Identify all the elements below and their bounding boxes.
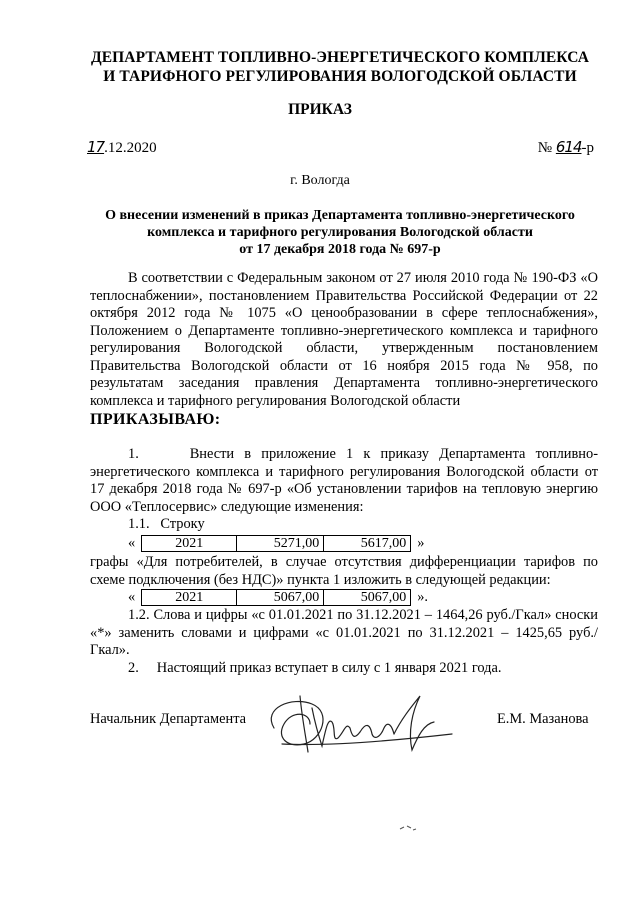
new-row-close-quote: ».	[417, 589, 428, 605]
number-suffix: -р	[581, 140, 594, 156]
new-row-open-quote: «	[128, 589, 136, 605]
new-tariff-row	[128, 589, 428, 606]
middle-paragraph: графы «Для потребителей, в случае отсутствия дифференциации тарифов по схеме подключения (без НДС)» пункта 1 изложить в следующей редакции:	[90, 554, 598, 588]
document-number	[538, 138, 594, 157]
item-1-2-paragraph	[90, 607, 598, 660]
document-subject	[70, 207, 610, 258]
scan-artifact-mark	[398, 823, 418, 833]
handwritten-signature	[262, 688, 462, 758]
subject-line1: О внесении изменений в приказ Департамента топливно-энергетического	[105, 208, 575, 223]
item-2-text: Настоящий приказ вступает в силу с 1 января 2021 года.	[156, 660, 502, 676]
item-2-paragraph	[90, 660, 598, 678]
date-rest: .12.2020	[104, 140, 157, 156]
new-tariff-table	[141, 589, 411, 606]
item-2-number: 2.	[128, 660, 139, 676]
table-cell-value: 5617,00	[324, 536, 411, 552]
item-1-1-line	[128, 516, 428, 534]
handwritten-number: 614	[555, 138, 582, 156]
table-cell-year: 2021	[142, 536, 237, 552]
order-word: ПРИКАЗЫВАЮ:	[90, 411, 221, 428]
signatory-position: Начальник Департамента	[90, 711, 247, 727]
table-cell-value: 5271,00	[237, 536, 324, 552]
table-row	[142, 536, 411, 552]
subject-line3: от 17 декабря 2018 года № 697-р	[239, 242, 441, 257]
number-prefix: №	[537, 140, 556, 156]
table-row	[142, 590, 411, 606]
old-row-open-quote: «	[128, 535, 136, 551]
old-tariff-table	[141, 535, 411, 552]
handwritten-day: 17	[87, 138, 105, 156]
item-1-1-label: 1.1.	[128, 516, 150, 532]
org-header-line1: ДЕПАРТАМЕНТ ТОПЛИВНО-ЭНЕРГЕТИЧЕСКОГО КОМПЛЕКСА	[90, 49, 590, 66]
table-cell-value: 5067,00	[237, 590, 324, 606]
table-cell-year: 2021	[142, 590, 237, 606]
city-label: г. Вологда	[290, 173, 350, 188]
old-row-close-quote: »	[417, 535, 425, 551]
item-1-number: 1.	[128, 446, 139, 462]
item-1-1-text: Строку	[160, 516, 205, 532]
subject-line2: комплекса и тарифного регулирования Вологодской области	[147, 225, 533, 240]
table-cell-value: 5067,00	[324, 590, 411, 606]
item-1-2-text: 1.2. Слова и цифры «с 01.01.2021 по 31.12.2021 – 1464,26 руб./Гкал» сноски «*» заменить словами и цифрами «с 01.01.2021 по 31.12.2021 – 1425,65 руб./Гкал».	[90, 607, 598, 658]
document-type: ПРИКАЗ	[288, 101, 352, 118]
item-1-paragraph	[90, 446, 598, 516]
preamble-paragraph	[90, 270, 598, 410]
item-1-text: Внести в приложение 1 к приказу Департамента топливно-энергетического комплекса и тарифного регулирования Вологодской области от 17 декабря 2018 года № 697-р «Об установлении тарифов на тепловую энергию ООО «Теплосервис» следующие изменения:	[90, 446, 598, 515]
old-tariff-row	[128, 535, 424, 552]
signatory-name: Е.М. Мазанова	[497, 711, 589, 727]
document-date	[87, 138, 157, 157]
preamble-text: В соответствии с Федеральным законом от 27 июля 2010 года № 190-ФЗ «О теплоснабжении», постановлением Правительства Российской Федерации от 22 октября 2012 года № 1075 «О ценообразовании в сфере теплоснабжения», Положением о Департаменте топливно-энергетического комплекса и тарифного регулирования Вологодской области, утвержденным постановлением Правительства Вологодской области от 16 ноября 2015 года № 958, по результатам заседания правления Департамента топливно-энергетического комплекса и тарифного регулирования Вологодской области	[90, 270, 598, 409]
org-header-line2: И ТАРИФНОГО РЕГУЛИРОВАНИЯ ВОЛОГОДСКОЙ ОБЛАСТИ	[103, 68, 577, 85]
